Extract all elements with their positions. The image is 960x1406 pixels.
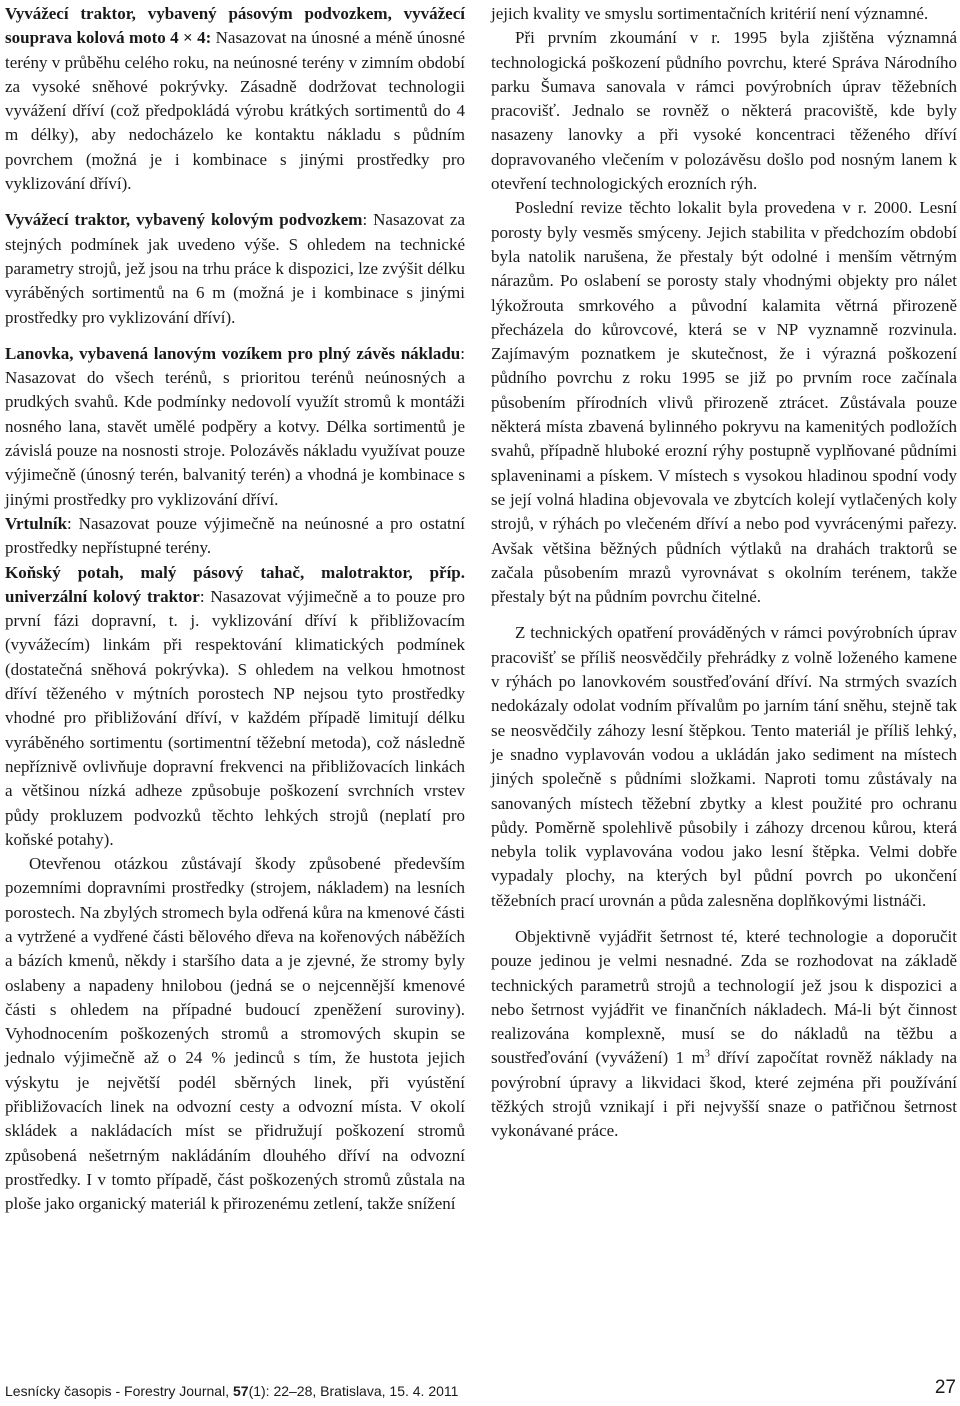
paragraph-text: Nasazovat na únosné a méně únosné terény v průběhu celého roku, na neúnosné terény v zimním období za vysoké sněhové pokrývky. Zásadně dodržovat technologii vyvážení dříví (což předpokládá výrobu krátkých sortimentů do 4 m délky), aby nedocházelo ke kontaktu nákladu s půdním povrchem (možná je i kombinace s jinými prostředky pro vyklizování dříví). bbox=[5, 28, 465, 194]
paragraph-text: : Nasazovat do všech terénů, s prioritou terénů neúnosných a prudkých svahů. Kde podmínky nedovolí využít stromů k montáži nosného lana, stavět umělé podpěry a kotvy. Délka sortimentů je závislá pouze na nosnosti stroje. Polozávěs nákladu využívat pouze výjimečně (únosný terén, balvanitý terén) a vhodná je kombinace s jinými prostředky pro vyklizování dříví. bbox=[5, 343, 465, 509]
paragraph-technical-measures: Z technických opatření prováděných v rámci povýrobních úprav pracovišť se příliš neosvědčily přehrádky z volně loženého kamene v rýhách po lanovkovém soustřeďování dříví. Na strmých svazích nedokázaly odolat vodním přívalům po jarním tání sněhu, stejně tak se neosvědčily záhozy lesní štěpkou. Tento materiál je příliš lehký, je snadno vyplavován vodou a ukládán jako sediment na místech jiných společně s půdními složkami. Naproti tomu zůstávaly na sanovaných místech těžební zbytky a klest použité pro ochranu půdy. Poměrně spolehlivě působily i záhozy drcenou kůrou, která nebyla tolik vyplavována vodou jako lesní štěpka. Velmi dobře vypadaly plochy, na kterých byl půdní povrch po ukončení těžebních prací urovnán a půda zalesněna doplňkovými listnáči. bbox=[491, 623, 957, 910]
run-in-heading: Vyvážecí traktor, vybavený kolovým podvozkem bbox=[5, 210, 363, 230]
journal-name: Lesnícky časopis - Forestry Journal, bbox=[5, 1383, 233, 1399]
paragraph-conclusion bbox=[491, 925, 957, 1144]
paragraph-stand-damage: Otevřenou otázkou zůstávají škody způsobené především pozemními dopravními prostředky (strojem, nákladem) na lesních porostech. Na zbylých stromech byla odřená kůra na kmenové části a vytržené a vydřené části bělového dřeva na kořenových náběžích a bázích kmenů, někdy i staršího data a je zjevné, že stromy byly oslabeny a napadeny hnilobou (jedná se o nejcennější kmenové části s ohledem na případné budoucí zpeněžení suroviny). Vyhodnocením poškozených stromů a stromových skupin se jednalo výjimečně až o 24 % jedinců s tím, že hustota jejich výskytu je největší podél sběrných linek, při vyústění přibližovacích linek na odvozní cesty a odvozní místa. V okolí skládek a nakládacích míst se přidružují poškození stromů způsobená nešetrným nakládáním dlouhého dříví na odvozní prostředky. I v tomto případě, část poškozených stromů zůstala na ploše jako organický materiál k přirozenému zetlení, takže snížení bbox=[5, 854, 465, 1214]
paragraph-horse-small-tractor bbox=[5, 561, 465, 853]
right-column bbox=[491, 2, 957, 1144]
journal-citation-footer bbox=[5, 1383, 458, 1399]
paragraph-forwarder-tracked bbox=[5, 2, 465, 196]
paragraph-cable-yarder bbox=[5, 342, 465, 512]
paragraph-forwarder-wheeled bbox=[5, 208, 465, 329]
paragraph-continuation: jejich kvality ve smyslu sortimentačních kritérií není významné. bbox=[491, 4, 929, 23]
paragraph-text: : Nasazovat za stejných podmínek jak uvedeno výše. S ohledem na technické parametry strojů, jež jsou na trhu práce k dispozici, lze zvýšit délku vyráběných sortimentů na 6 m (možná je i kombinace s jinými prostředky pro vyklizování dříví). bbox=[5, 210, 465, 327]
page-number: 27 bbox=[934, 1377, 956, 1398]
paragraph-last-revision: Poslední revize těchto lokalit byla provedena v r. 2000. Lesní porosty byly vesměs smýceny. Jejich stabilita v předchozím období byla natolik narušena, že přestaly být odolné i menším větrným nárazům. Po oslabení se porosty staly vhodnými objekty pro nálet lýkožrouta smrkového a původní kalamita větrná přirozeně přecházela do kůrovcové, která se v NP vyznamně rozvinula. Zajímavým poznatkem je skutečnost, že i výrazná poškození půdního povrchu z roku 1995 se již po prvním roce začínala působením přírodních vlivů přirozeně ztrácet. Zůstávala pouze některá místa zbavená bylinného pokryvu na kamenitých podložích svahů, případně hluboké erozní rýhy postupně vyplňované půdními splaveninami a pískem. V místech s vysokou hladinou spodní vody se její volná hladina objevovala ve zbytcích kolejí vytlačených koly strojů, v rýhách po vlečeném dříví a nebo pod vyvrácenými pařezy. Avšak většina běžných půdních výtlaků na drahách traktorů se začala působením mrazů vyrovnávat s okolním terénem, takže přestaly být na půdním povrchu čitelné. bbox=[491, 198, 957, 607]
run-in-heading: Vyvážecí traktor, vybavený pásovým podvozkem, vyvážecí souprava kolová moto 4 × 4: bbox=[5, 4, 465, 48]
journal-volume: 57 bbox=[232, 1383, 249, 1399]
left-column bbox=[5, 2, 465, 1217]
paragraph-helicopter bbox=[5, 512, 465, 561]
paragraph-first-survey: Při prvním zkoumání v r. 1995 byla zjištěna významná technologická poškození půdního povrchu, které Správa Národního parku Šumava sanovala v rámci povýrobních úprav těžebních pracovišť. Jednalo se rovněž o některá pracoviště, kde byly nasazeny lanovky a při vysoké koncentraci těženého dříví dopravovaného vlečením v polozávěsu došlo pod nosným lanem k otevření technologických erozních rýh. bbox=[491, 28, 957, 194]
paragraph-text: : Nasazovat pouze výjimečně na neúnosné a pro ostatní prostředky nepřístupné terény. bbox=[5, 513, 465, 558]
run-in-heading: Lanovka, vybavená lanovým vozíkem pro plný závěs nákladu bbox=[5, 343, 461, 363]
paragraph-text: dříví započítat rovněž náklady na povýrobní úpravy a likvidaci škod, které zejména při používání těžkých strojů vznikají i při nejvyšší snaze o patřičnou šetrnost vykonávané práce. bbox=[491, 1048, 958, 1141]
superscript: 3 bbox=[704, 1048, 710, 1060]
journal-issue-pages: (1): 22–28, Bratislava, 15. 4. 2011 bbox=[248, 1383, 459, 1399]
paragraph-text: Objektivně vyjádřit šetrnost té, které technologie a doporučit pouze jedinou je velmi nesnadné. Zda se rozhodovat na základě technických parametrů strojů a technologií jež jsou k dispozici a nebo šetrnost vyjádřit ve finančních nákladech. Má-li být činnost realizována komplexně, musí se do nákladů na těžbu a soustřeďování (vyvážení) 1 m bbox=[491, 926, 957, 1068]
run-in-heading: Koňský potah, malý pásový tahač, malotraktor, příp. univerzální kolový traktor bbox=[5, 562, 465, 606]
run-in-heading: Vrtulník bbox=[5, 513, 68, 533]
paragraph-text: : Nasazovat výjimečně a to pouze pro první fázi dopravní, t. j. vyklizování dříví k přibližovacím (vyvážecím) linkám při respektování klimatických podmínek (dostatečná sněhová pokrývka). S ohledem na velkou hmotnost dříví těženého v mýtních porostech NP nejsou tyto prostředky vhodné pro přibližování dříví, v každém případě limitují délku vyráběného sortimentu (sortimentní těžební metoda), což následně nepříznivě ovlivňuje dopravní frekvenci na přibližovacích linkách a většinou nízká adheze způsobuje poškození svrchních vrstev půdy prokluzem podvozků těchto lehkých strojů (neplatí pro koňské potahy). bbox=[5, 586, 465, 849]
